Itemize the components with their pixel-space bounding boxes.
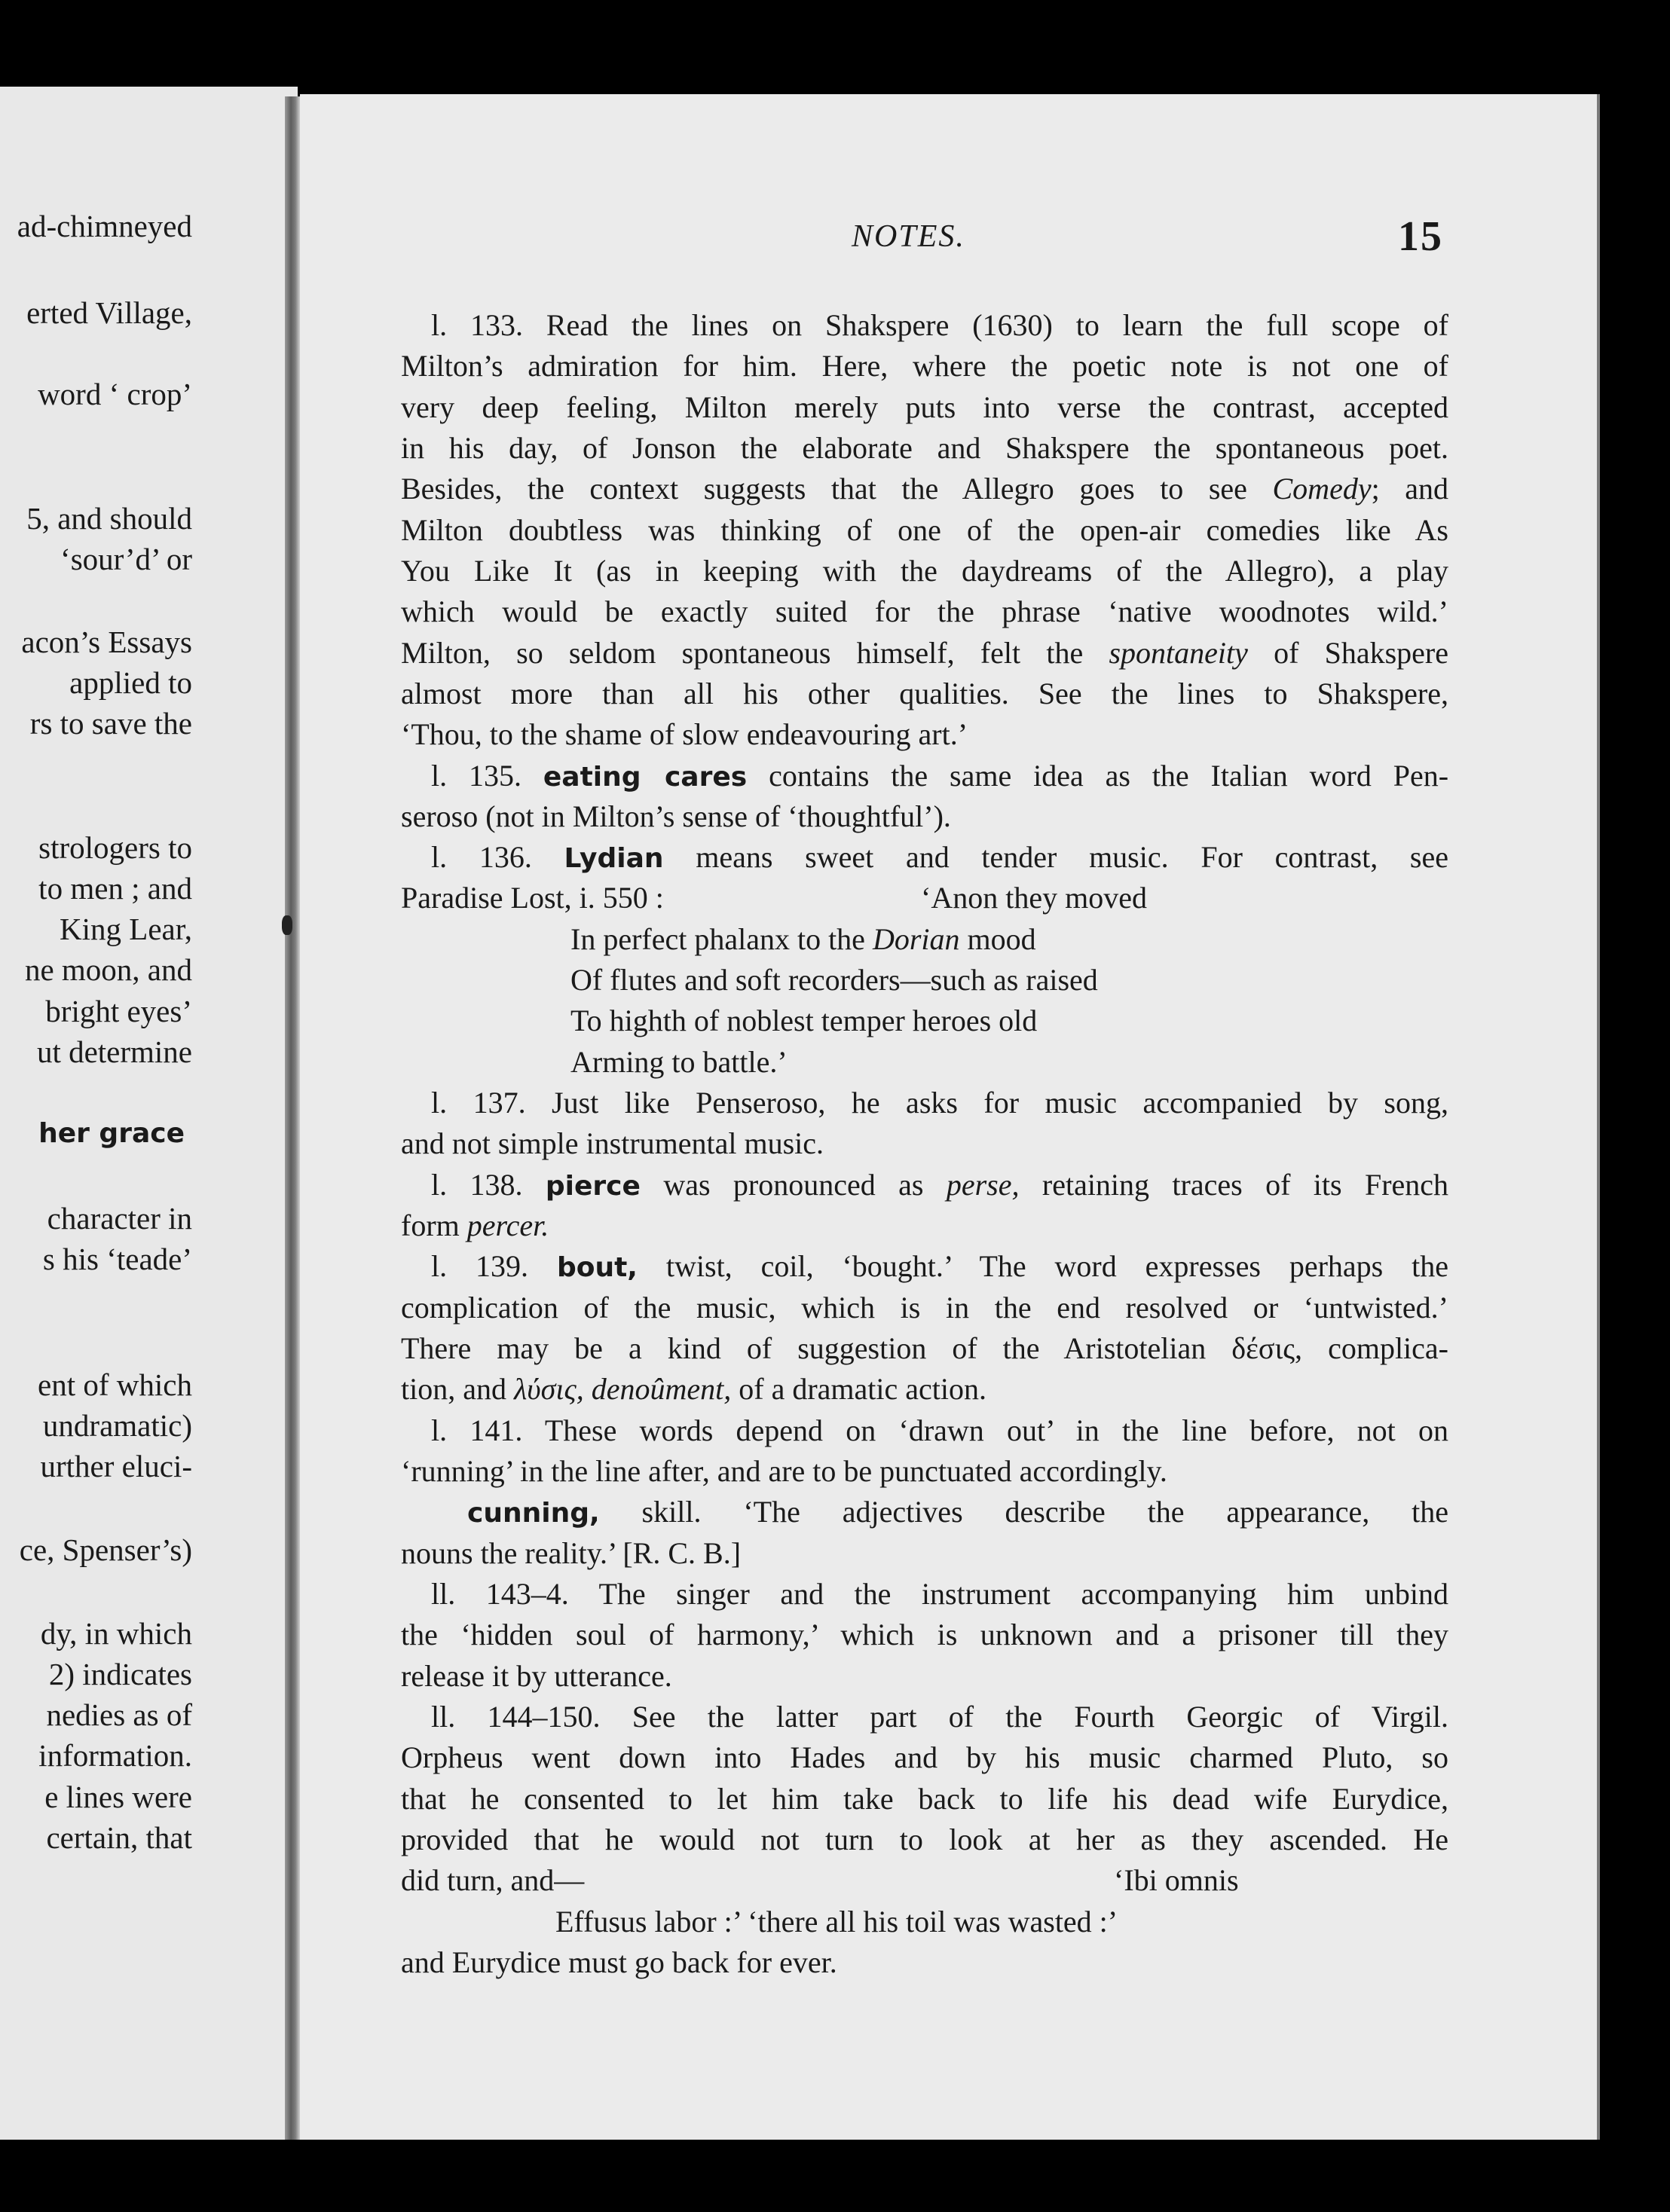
facing-page-fragment	[0, 87, 298, 2140]
facing-page-line: acon’s Essays	[21, 625, 192, 659]
facing-page-line: bright eyes’	[45, 994, 192, 1028]
facing-page-line: character in	[47, 1201, 192, 1236]
lusis-word: λύσις,	[513, 1372, 584, 1406]
note-136-line-1: l. 136. Lydian means sweet and tender music. For contrast, see	[431, 840, 1449, 874]
note-144-line-1: ll. 144–150. See the latter part of the Fourth Georgic of Virgil.	[431, 1700, 1448, 1734]
gutter-mark	[282, 915, 292, 935]
facing-page-line: urther eluci-	[40, 1449, 192, 1483]
facing-page-line: 5, and should	[26, 501, 192, 536]
note-144-line-6: Effusus labor :’ ‘there all his toil was wasted :’	[555, 1905, 1118, 1939]
note-133-line-11: ‘Thou, to the shame of slow endeavouring art.’	[401, 717, 968, 751]
verse-line-3: To highth of noblest temper heroes old	[570, 1004, 1038, 1037]
facing-page-line: her grace	[38, 1118, 185, 1149]
facing-page-line: King Lear,	[60, 912, 192, 946]
facing-page-line: ne moon, and	[24, 952, 192, 987]
note-143-line-1: ll. 143–4. The singer and the instrument accompanying him unbind	[431, 1577, 1448, 1611]
book-gutter	[285, 96, 300, 2140]
dorian-word: Dorian	[872, 922, 960, 956]
note-133-line-3: very deep feeling, Milton merely puts into verse the contrast, accepted	[401, 390, 1448, 424]
note-144-line-5b: ‘Ibi omnis	[1114, 1863, 1239, 1897]
facing-page-line: strologers to	[38, 830, 192, 865]
facing-page-line: dy, in which	[40, 1616, 192, 1651]
term-eating-cares: eating cares	[543, 762, 748, 793]
note-133-line-2: Milton’s admiration for him. Here, where the poetic note is not one of	[401, 349, 1448, 383]
note-143-line-2: the ‘hidden soul of harmony,’ which is unknown and a prisoner till they	[401, 1618, 1448, 1651]
facing-page-line: undramatic)	[42, 1408, 192, 1443]
note-141-line-1: l. 141. These words depend on ‘drawn out’ in the line before, not on	[431, 1413, 1448, 1447]
facing-page-line: erted Village,	[26, 295, 192, 330]
term-cunning: cunning,	[467, 1498, 600, 1529]
facing-page-line: word ‘ crop’	[38, 377, 192, 411]
verse-line-2: Of flutes and soft recorders—such as raised	[570, 963, 1098, 997]
term-pierce: pierce	[545, 1171, 641, 1202]
facing-page-line: ent of which	[38, 1367, 192, 1402]
term-lydian: Lydian	[564, 843, 664, 874]
running-head: NOTES.	[852, 219, 965, 254]
note-138-line-1: l. 138. pierce was pronounced as perse, retaining traces of its French	[431, 1168, 1449, 1202]
note-133-line-1: l. 133. Read the lines on Shakspere (1630) to learn the full scope of	[431, 308, 1448, 342]
note-141-line-2: ‘running’ in the line after, and are to be punctuated accordingly.	[401, 1454, 1167, 1488]
facing-page-line: ce, Spenser’s)	[19, 1532, 192, 1567]
page-number: 15	[1398, 213, 1443, 260]
perse-word: perse,	[946, 1168, 1020, 1202]
facing-page-line: rs to save the	[29, 706, 192, 741]
facing-page-line: to men ; and	[38, 871, 192, 906]
facing-page-line: certain, that	[46, 1820, 192, 1855]
facing-page-line: applied to	[69, 665, 192, 700]
note-135-line-1: l. 135. eating cares contains the same idea as the Italian word Pen-	[431, 759, 1449, 793]
facing-page-line: ad-chimneyed	[17, 209, 192, 243]
verse-line-1: In perfect phalanx to the Dorian mood	[570, 922, 1036, 956]
note-133-line-6: Milton doubtless was thinking of one of the open-air comedies like As	[401, 513, 1448, 547]
note-cunning-line-2: nouns the reality.’ [R. C. B.]	[401, 1536, 742, 1570]
note-144-line-5a: did turn, and—	[401, 1863, 585, 1897]
facing-page-line: ut determine	[36, 1034, 192, 1069]
note-133-line-9: Milton, so seldom spontaneous himself, felt the spontaneity of Shakspere	[401, 636, 1449, 670]
note-144-line-7: and Eurydice must go back for ever.	[401, 1945, 837, 1979]
facing-page-line: ‘sour’d’ or	[60, 542, 192, 576]
note-139-line-1: l. 139. bout, twist, coil, ‘bought.’ The word expresses perhaps the	[431, 1249, 1449, 1283]
note-133-line-8: which would be exactly suited for the phrase ‘native woodnotes wild.’	[401, 594, 1448, 628]
note-137-line-1: l. 137. Just like Penseroso, he asks for music accompanied by song,	[431, 1086, 1448, 1120]
page-edge	[1597, 94, 1600, 2140]
note-138-line-2: form percer.	[401, 1208, 549, 1242]
note-133-line-5: Besides, the context suggests that the Allegro goes to see Comedy; and	[401, 472, 1449, 506]
note-139-line-2: complication of the music, which is in the end resolved or ‘untwisted.’	[401, 1291, 1448, 1324]
note-133-line-7: You Like It (as in keeping with the daydreams of the Allegro), a play	[401, 554, 1448, 588]
note-133-line-10: almost more than all his other qualities. See the lines to Shakspere,	[401, 677, 1448, 710]
note-136-line-2b: ‘Anon they moved	[921, 881, 1147, 915]
term-bout: bout,	[556, 1252, 638, 1283]
note-144-line-3: that he consented to let him take back to life his dead wife Eurydice,	[401, 1782, 1448, 1816]
denouement-word: denoûment,	[591, 1372, 732, 1406]
verse-line-4: Arming to battle.’	[570, 1045, 788, 1079]
note-135-line-2: seroso (not in Milton’s sense of ‘thoughtful’).	[401, 799, 951, 833]
note-144-line-2: Orpheus went down into Hades and by his music charmed Pluto, so	[401, 1740, 1448, 1774]
note-143-line-3: release it by utterance.	[401, 1659, 672, 1693]
note-137-line-2: and not simple instrumental music.	[401, 1126, 824, 1160]
facing-page-line: s his ‘teade’	[42, 1242, 192, 1276]
note-136-line-2a: Paradise Lost, i. 550 :	[401, 881, 664, 915]
percer-word: percer.	[466, 1208, 549, 1242]
facing-page-line: nedies as of	[46, 1697, 192, 1732]
facing-page-line: e lines were	[44, 1780, 192, 1814]
note-133-line-4: in his day, of Jonson the elaborate and Shakspere the spontaneous poet.	[401, 431, 1448, 465]
comedy-word: Comedy	[1272, 472, 1372, 506]
note-139-line-3: There may be a kind of suggestion of the Aristotelian δέσις, complica-	[401, 1331, 1448, 1365]
facing-page-line: information.	[38, 1738, 192, 1773]
spontaneity-word: spontaneity	[1109, 636, 1248, 670]
note-cunning-line-1: cunning, skill. ‘The adjectives describe the appearance, the	[467, 1495, 1448, 1529]
note-139-line-4: tion, and λύσις, denoûment, of a dramatic action.	[401, 1372, 986, 1406]
note-144-line-4: provided that he would not turn to look at her as they ascended. He	[401, 1822, 1448, 1856]
facing-page-line: 2) indicates	[48, 1657, 192, 1691]
